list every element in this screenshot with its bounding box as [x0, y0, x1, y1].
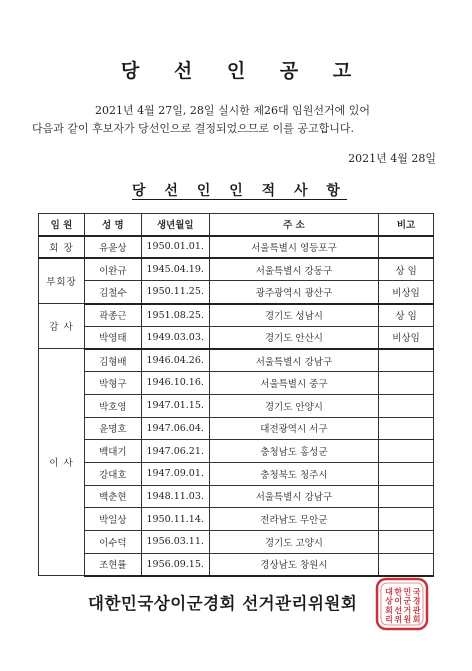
birth-cell: 1947.06.21. [141, 440, 209, 463]
table-row [39, 440, 434, 463]
seal-character: 원 [403, 615, 412, 625]
name-cell: 박일상 [84, 508, 141, 531]
name-cell: 윤명호 [84, 417, 141, 440]
note-cell [379, 236, 434, 259]
seal-character: 리 [385, 615, 393, 625]
table-row [39, 258, 434, 281]
address-cell: 경기도 안양시 [209, 394, 378, 417]
address-cell: 전라남도 무안군 [209, 508, 378, 531]
seal-character: 위 [394, 615, 403, 625]
role-cell: 이 사 [39, 349, 85, 576]
seal-character: 대 [385, 587, 393, 597]
seal-character: 이 [394, 596, 403, 606]
section-subtitle-text: 당 선 인 인 적 사 항 [132, 183, 347, 199]
birth-cell: 1946.04.26. [141, 349, 209, 372]
name-cell: 박형구 [84, 372, 141, 395]
birth-cell: 1950.11.25. [141, 281, 209, 304]
table-row [39, 236, 434, 259]
seal-character: 회 [412, 615, 421, 625]
note-cell: 비상임 [379, 326, 434, 349]
seal-character: 관 [412, 605, 421, 615]
table-row [39, 394, 434, 417]
seal-character: 민 [403, 587, 412, 597]
table-row [39, 372, 434, 395]
address-cell: 경기도 성남시 [209, 304, 378, 327]
birth-cell: 1956.09.15. [141, 553, 209, 576]
table-row [39, 304, 434, 327]
elected-officials-table [38, 213, 434, 577]
name-cell: 강대호 [84, 462, 141, 485]
note-cell: 비상임 [379, 281, 434, 304]
table-row [39, 462, 434, 485]
table-body [39, 236, 434, 576]
issuing-organization: 대한민국상이군경회 선거관리위원회 [88, 594, 358, 613]
address-cell: 대전광역시 서구 [209, 417, 378, 440]
address-cell: 서울특별시 강남구 [209, 349, 378, 372]
intro-line-2: 다음과 같이 후보자가 당선인으로 결정되었으므로 이를 공고합니다. [32, 122, 355, 135]
seal-character: 국 [412, 587, 421, 597]
name-cell: 박영태 [84, 326, 141, 349]
birth-cell: 1947.09.01. [141, 462, 209, 485]
intro-text [32, 102, 450, 138]
note-cell [379, 349, 434, 372]
name-cell: 백대기 [84, 440, 141, 463]
address-cell: 경기도 안산시 [209, 326, 378, 349]
seal-character: 거 [403, 605, 412, 615]
seal-character: 상 [385, 596, 393, 606]
notice-date: 2021년 4월 28일 [348, 152, 436, 165]
note-cell [379, 485, 434, 508]
note-cell [379, 462, 434, 485]
seal-character: 한 [394, 587, 403, 597]
page-title: 당 선 인 공 고 [120, 60, 366, 82]
seal-character: 경 [412, 596, 421, 606]
address-cell: 광주광역시 광산구 [209, 281, 378, 304]
table-row [39, 485, 434, 508]
note-cell [379, 508, 434, 531]
seal-character: 회 [385, 605, 393, 615]
table-row [39, 508, 434, 531]
note-cell: 상 임 [379, 258, 434, 281]
table-row [39, 349, 434, 372]
official-seal-stamp [375, 577, 429, 631]
note-cell: 상 임 [379, 304, 434, 327]
address-cell: 서울특별시 중구 [209, 372, 378, 395]
note-cell [379, 394, 434, 417]
note-cell [379, 440, 434, 463]
name-cell: 김철수 [84, 281, 141, 304]
birth-cell: 1947.01.15. [141, 394, 209, 417]
birth-cell: 1950.11.14. [141, 508, 209, 531]
birth-cell: 1956.03.11. [141, 530, 209, 553]
role-cell: 회 장 [39, 236, 85, 259]
note-cell [379, 553, 434, 576]
seal-character: 선 [394, 605, 403, 615]
role-cell: 감 사 [39, 304, 85, 349]
birth-cell: 1949.03.03. [141, 326, 209, 349]
note-cell [379, 417, 434, 440]
table-row [39, 417, 434, 440]
address-cell: 경기도 고양시 [209, 530, 378, 553]
table-row [39, 530, 434, 553]
name-cell: 백춘현 [84, 485, 141, 508]
table-row [39, 281, 434, 304]
address-cell: 경상남도 창원시 [209, 553, 378, 576]
birth-cell: 1950.01.01. [141, 236, 209, 259]
birth-cell: 1947.06.04. [141, 417, 209, 440]
intro-line-1: 2021년 4월 27일, 28일 실시한 제26대 임원선거에 있어 [95, 104, 370, 117]
name-cell: 김형배 [84, 349, 141, 372]
name-cell: 곽종근 [84, 304, 141, 327]
birth-cell: 1945.04.19. [141, 258, 209, 281]
table-row [39, 553, 434, 576]
seal-character: 군 [403, 596, 412, 606]
name-cell: 이수덕 [84, 530, 141, 553]
section-subtitle [0, 180, 472, 200]
header-note: 비고 [379, 214, 434, 236]
birth-cell: 1946.10.16. [141, 372, 209, 395]
role-cell: 부회장 [39, 258, 85, 303]
address-cell: 서울특별시 강남구 [209, 485, 378, 508]
note-cell [379, 372, 434, 395]
address-cell: 충청남도 홍성군 [209, 440, 378, 463]
note-cell [379, 530, 434, 553]
address-cell: 서울특별시 강동구 [209, 258, 378, 281]
name-cell: 박호영 [84, 394, 141, 417]
address-cell: 충청북도 청주시 [209, 462, 378, 485]
header-address: 주 소 [209, 214, 378, 236]
header-name: 성 명 [84, 214, 141, 236]
birth-cell: 1951.08.25. [141, 304, 209, 327]
address-cell: 서울특별시 영등포구 [209, 236, 378, 259]
name-cell: 조현률 [84, 553, 141, 576]
seal-characters [385, 587, 421, 625]
name-cell: 유윤상 [84, 236, 141, 259]
table-header-row [39, 214, 434, 236]
birth-cell: 1948.11.03. [141, 485, 209, 508]
table-row [39, 326, 434, 349]
header-birth: 생년월일 [141, 214, 209, 236]
header-role: 임 원 [39, 214, 85, 236]
name-cell: 이완규 [84, 258, 141, 281]
